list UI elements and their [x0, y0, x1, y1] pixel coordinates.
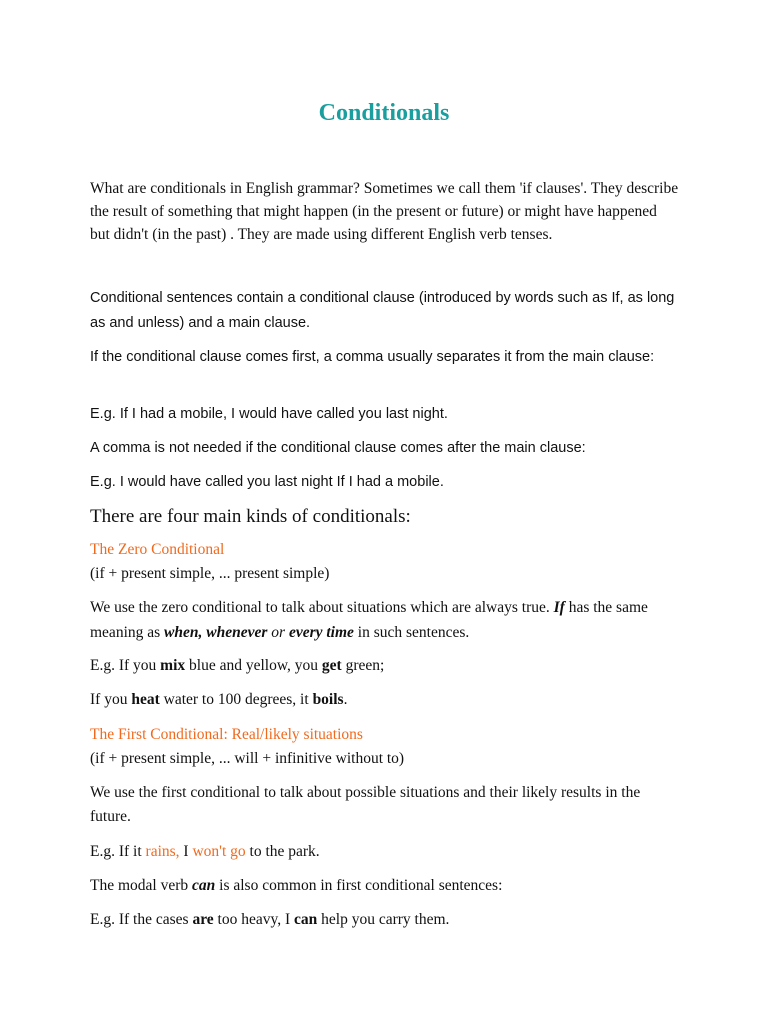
text-run: to the park.: [245, 843, 320, 860]
first-conditional-description: We use the first conditional to talk about possible situations and their likely results in the future.: [90, 784, 641, 825]
emphasis-if: If: [553, 599, 565, 616]
emphasis-every-time: every time: [288, 624, 354, 641]
first-conditional-modal: [90, 874, 680, 897]
emphasis-boils: boils: [312, 691, 344, 708]
text-run: help you carry them.: [317, 911, 450, 928]
example-comma: E.g. If I had a mobile, I would have called you last night.: [90, 406, 448, 422]
emphasis-are: are: [192, 911, 214, 928]
text-run: I: [179, 843, 193, 860]
intro-paragraph: What are conditionals in English grammar? Sometimes we call them 'if clauses'. They describe the result of something that might happen (in the present or future) or might have happened but didn't (in the past) . They are made using different English verb tenses.: [90, 180, 679, 243]
emphasis-mix: mix: [160, 657, 186, 674]
text-run: We use the zero conditional to talk about situations which are always true.: [90, 599, 554, 616]
highlight-wont-go: won't go: [192, 843, 246, 860]
text-run: E.g. If it: [90, 843, 146, 860]
emphasis-get: get: [321, 657, 342, 674]
emphasis-heat: heat: [131, 691, 160, 708]
emphasis-or: or: [267, 624, 289, 641]
text-run: If you: [90, 691, 132, 708]
zero-conditional-formula: (if + present simple, ... present simple): [90, 565, 330, 582]
emphasis-can: can: [294, 911, 318, 928]
highlight-rains: rains,: [145, 843, 180, 860]
first-conditional-formula: (if + present simple, ... will + infinitive without to): [90, 750, 405, 767]
zero-conditional-heading: The Zero Conditional: [90, 541, 225, 558]
paragraph-conditional-sentences: Conditional sentences contain a conditional clause (introduced by words such as If, as long as and unless) and a main clause.: [90, 290, 675, 331]
page-title: Conditionals: [318, 100, 450, 126]
text-run: E.g. If you: [90, 657, 161, 674]
first-conditional-example-2: [90, 908, 680, 931]
zero-conditional-example-1: [90, 654, 680, 677]
paragraph-comma-rule: If the conditional clause comes first, a comma usually separates it from the main clause:: [90, 349, 655, 365]
kinds-heading: There are four main kinds of conditionals:: [90, 506, 411, 527]
text-run: .: [343, 691, 348, 708]
first-conditional-example-1: [90, 840, 680, 863]
text-run: is also common in first conditional sentences:: [215, 877, 503, 894]
text-run: in such sentences.: [353, 624, 470, 641]
example-no-comma: E.g. I would have called you last night If I had a mobile.: [90, 474, 444, 490]
first-conditional-heading: The First Conditional: Real/likely situations: [90, 726, 363, 743]
text-run: E.g. If the cases: [90, 911, 193, 928]
text-run: has the same meaning as: [90, 599, 648, 641]
emphasis-when-whenever: when, whenever: [164, 624, 268, 641]
paragraph-no-comma: A comma is not needed if the conditional clause comes after the main clause:: [90, 440, 586, 456]
text-run: The modal verb: [90, 877, 193, 894]
text-run: green;: [341, 657, 385, 674]
text-run: too heavy, I: [213, 911, 295, 928]
emphasis-can: can: [192, 877, 216, 894]
text-run: water to 100 degrees, it: [159, 691, 313, 708]
zero-conditional-example-2: [90, 688, 680, 711]
zero-conditional-description: [90, 595, 680, 645]
text-run: blue and yellow, you: [185, 657, 322, 674]
